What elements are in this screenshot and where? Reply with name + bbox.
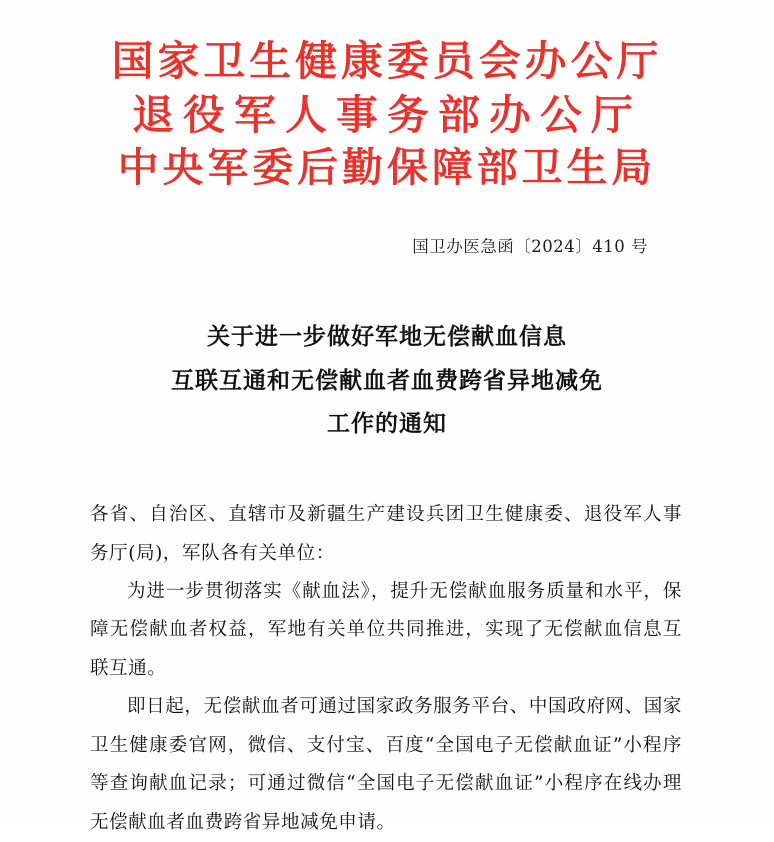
document-number-row: [60, 233, 714, 257]
paragraph-1: 为进一步贯彻落实《献血法》，提升无偿献血服务质量和水平，保障无偿献血者权益，军地有关单位共同推进，实现了无偿献血信息互联互通。: [90, 581, 682, 679]
document-title: [60, 315, 714, 446]
document-number: 国卫办医急函〔2024〕410 号: [412, 237, 648, 257]
title-line-1: 关于进一步做好军地无偿献血信息: [207, 323, 567, 351]
letterhead-line-2: 退役军人事务部办公厅: [132, 91, 642, 140]
title-line-2: 互联互通和无偿献血者血费跨省异地减免: [171, 366, 603, 394]
letterhead-line-1: 国家卫生健康委员会办公厅: [111, 37, 663, 85]
letterhead-line-3: 中央军委后勤保障部卫生局: [117, 144, 657, 192]
letterhead: [60, 0, 714, 195]
document-body: [60, 496, 714, 842]
title-line-3: 工作的通知: [327, 410, 447, 438]
paragraph-2: 即日起，无偿献血者可通过国家政务服务平台、中国政府网、国家卫生健康委官网，微信、支付宝、百度“全国电子无偿献血证”小程序等查询献血记录；可通过微信“全国电子无偿献血证”小程序在线办理无偿献血者血费跨省异地减免申请。: [90, 696, 682, 833]
paragraph-addressee: 各省、自治区、直辖市及新疆生产建设兵团卫生健康委、退役军人事务厅(局)，军队各有关单位：: [90, 504, 682, 564]
